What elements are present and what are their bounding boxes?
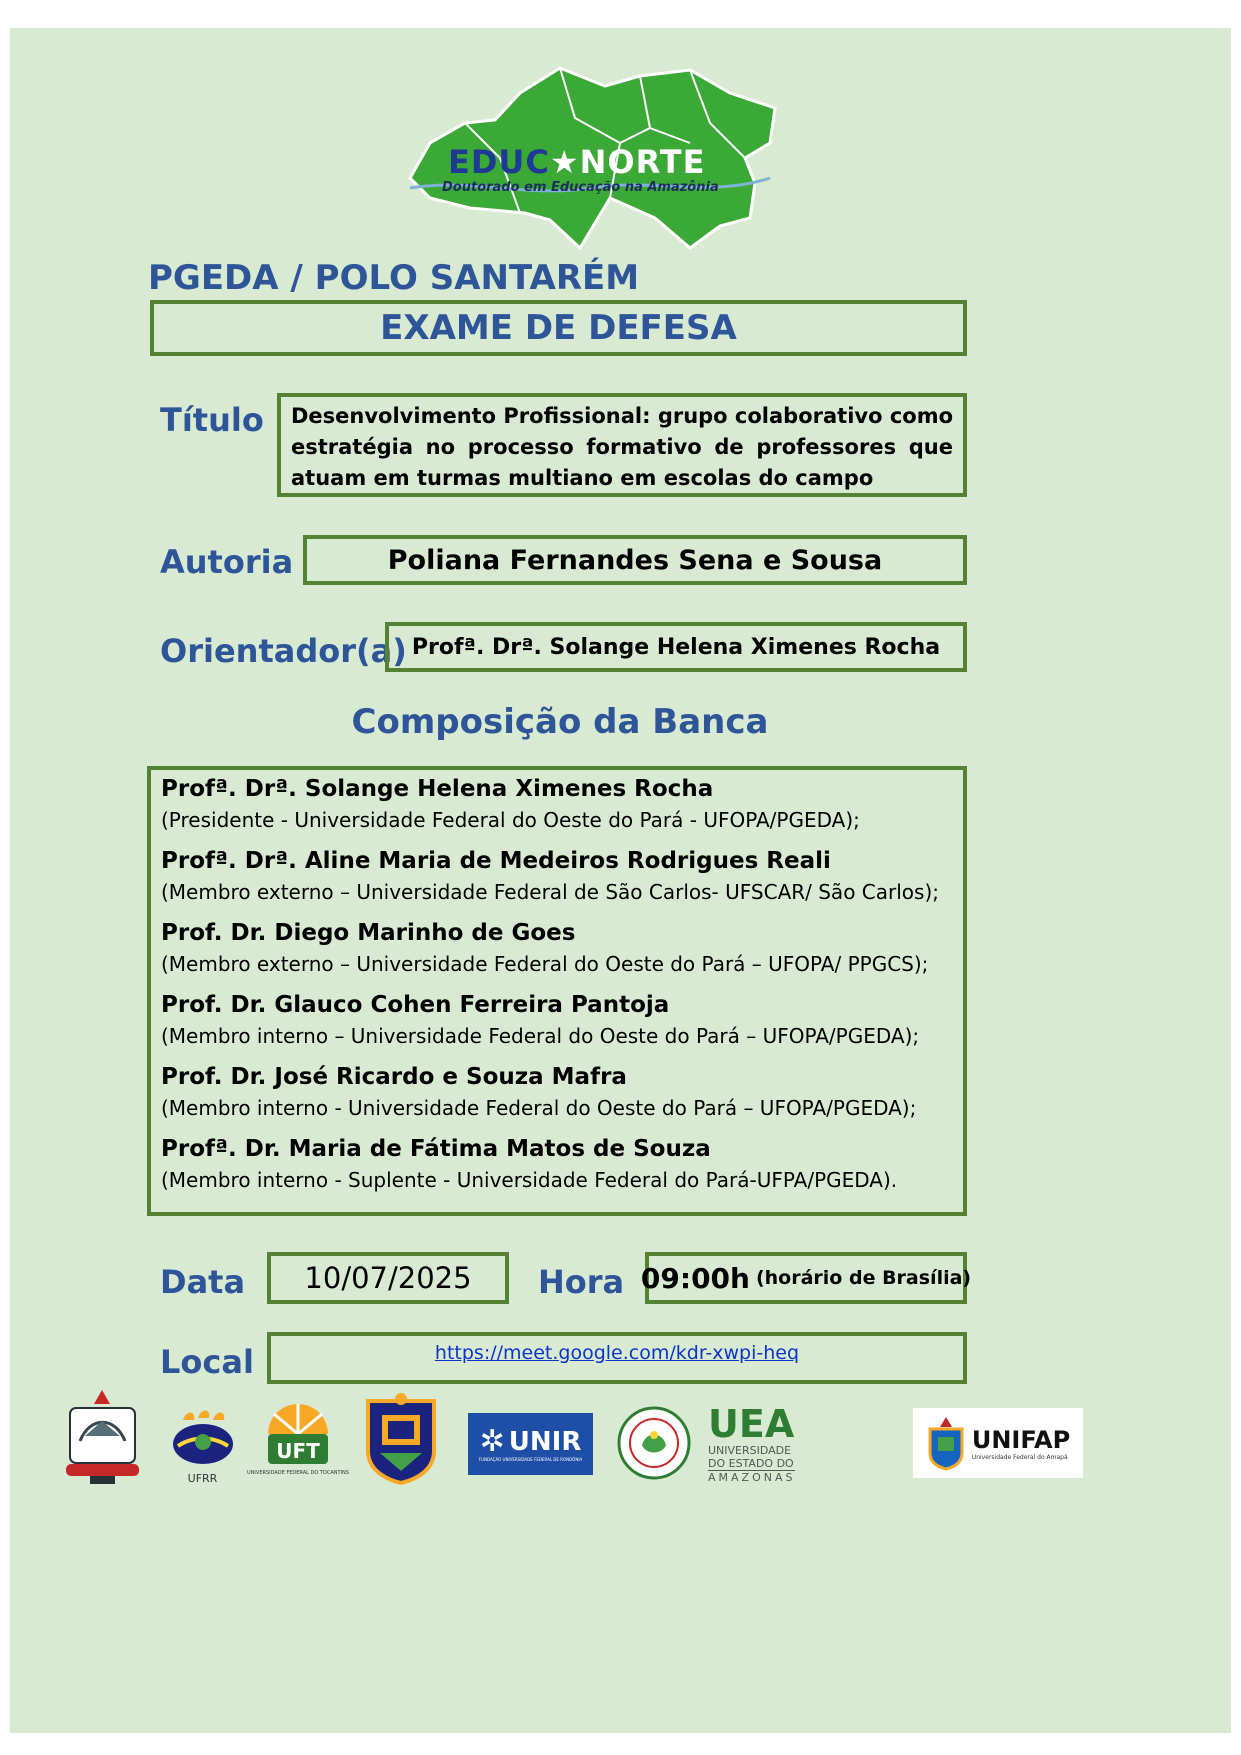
unir-logo: [468, 1413, 593, 1475]
unir-star-icon: ✲: [479, 1424, 505, 1458]
member-name: Profª. Dr. Maria de Fátima Matos de Souza: [161, 1136, 711, 1162]
member-role: (Membro interno – Universidade Federal do Oeste do Pará – UFOPA/PGEDA);: [161, 1024, 920, 1048]
uft-sun-icon: [262, 1400, 334, 1470]
meet-link[interactable]: https://meet.google.com/kdr-xwpi-heq: [434, 1342, 800, 1364]
local-label: Local: [160, 1343, 254, 1381]
star-icon: ★: [549, 143, 580, 181]
member-name: Prof. Dr. Glauco Cohen Ferreira Pantoja: [161, 992, 670, 1018]
unifap-caption: Universidade Federal do Amapá: [971, 1453, 1068, 1461]
banca-member: [161, 992, 953, 1048]
orientador-box: [385, 622, 967, 672]
uea-mark: UEA: [708, 1402, 795, 1446]
ufrr-caption: UFRR: [187, 1471, 218, 1485]
data-box: [267, 1252, 509, 1304]
autoria-box: [303, 535, 967, 585]
brand-right: NORTE: [579, 143, 706, 181]
titulo-value: Desenvolvimento Profissional: grupo colaborativo como estratégia no processo formativo de professores que atuam em turmas multiano em escolas do campo: [291, 404, 954, 490]
member-role: (Membro interno - Suplente - Universidade Federal do Pará-UFPA/PGEDA).: [161, 1168, 898, 1192]
member-name: Profª. Drª. Aline Maria de Medeiros Rodrigues Reali: [161, 848, 831, 874]
unifap-mark: UNIFAP: [971, 1425, 1071, 1454]
brand-left: EDUC: [448, 143, 550, 181]
uea-caption-1: UNIVERSIDADE: [708, 1444, 792, 1457]
member-name: Profª. Drª. Solange Helena Ximenes Rocha: [161, 776, 714, 802]
brand-tagline: Doutorado em Educação na Amazônia: [442, 180, 719, 195]
ufpa-crest-icon: [60, 1386, 145, 1486]
ufrr-emblem-icon: [168, 1406, 238, 1468]
member-role: (Membro externo – Universidade Federal de São Carlos- UFSCAR/ São Carlos);: [161, 880, 939, 904]
hora-label: Hora: [538, 1263, 625, 1301]
local-box: [267, 1332, 967, 1384]
uea-caption-3: AMAZONAS: [708, 1471, 796, 1484]
program-title: PGEDA / POLO SANTARÉM: [148, 258, 640, 298]
exam-title: EXAME DE DEFESA: [380, 308, 737, 348]
hora-note: (horário de Brasília): [755, 1267, 972, 1289]
data-value: 10/07/2025: [304, 1261, 472, 1295]
uft-mark: UFT: [276, 1439, 320, 1463]
banca-member: [161, 1064, 953, 1120]
uft-logo: [247, 1393, 349, 1483]
unir-mark: UNIR: [508, 1426, 582, 1457]
unifap-logo: [913, 1408, 1083, 1478]
member-role: (Membro interno - Universidade Federal do Oeste do Pará – UFOPA/PGEDA);: [161, 1096, 917, 1120]
autoria-value: Poliana Fernandes Sena e Sousa: [387, 544, 883, 576]
hora-box: [640, 1252, 972, 1304]
banca-member: [161, 776, 953, 832]
banca-box: [147, 766, 967, 1216]
ufam-logo: [616, 1405, 692, 1481]
ufopa-logo: [360, 1391, 442, 1486]
hora-value: 09:00h: [640, 1261, 750, 1295]
member-name: Prof. Dr. José Ricardo e Souza Mafra: [161, 1064, 627, 1090]
banca-member: [161, 1136, 953, 1192]
uea-logo: [708, 1400, 800, 1488]
exam-title-box: [150, 300, 967, 356]
unifap-crest-icon: [926, 1415, 966, 1471]
orientador-label: Orientador(a): [160, 632, 407, 670]
data-label: Data: [160, 1263, 246, 1301]
titulo-box: [277, 393, 967, 497]
unir-caption: FUNDAÇÃO UNIVERSIDADE FEDERAL DE RONDÔNIA: [478, 1456, 583, 1462]
educanorte-logo: [390, 48, 790, 263]
banca-member: [161, 920, 953, 976]
ufopa-crest-icon: [360, 1391, 442, 1486]
autoria-label: Autoria: [160, 543, 294, 581]
titulo-label: Título: [160, 401, 264, 439]
orientador-value: Profª. Drª. Solange Helena Ximenes Rocha: [411, 634, 941, 660]
poster: [10, 28, 1231, 1733]
ufpa-logo: [60, 1386, 145, 1486]
banca-member: [161, 848, 953, 904]
ufrr-logo: [165, 1400, 240, 1490]
banca-heading: Composição da Banca: [351, 702, 769, 742]
member-role: (Presidente - Universidade Federal do Oeste do Pará - UFOPA/PGEDA);: [161, 808, 860, 832]
member-role: (Membro externo – Universidade Federal do Oeste do Pará – UFOPA/ PPGCS);: [161, 952, 929, 976]
ufam-seal-icon: [616, 1405, 692, 1481]
member-name: Prof. Dr. Diego Marinho de Goes: [161, 920, 576, 946]
uft-caption: UNIVERSIDADE FEDERAL DO TOCANTINS: [247, 1470, 349, 1476]
uea-caption-2: DO ESTADO DO: [708, 1457, 794, 1470]
